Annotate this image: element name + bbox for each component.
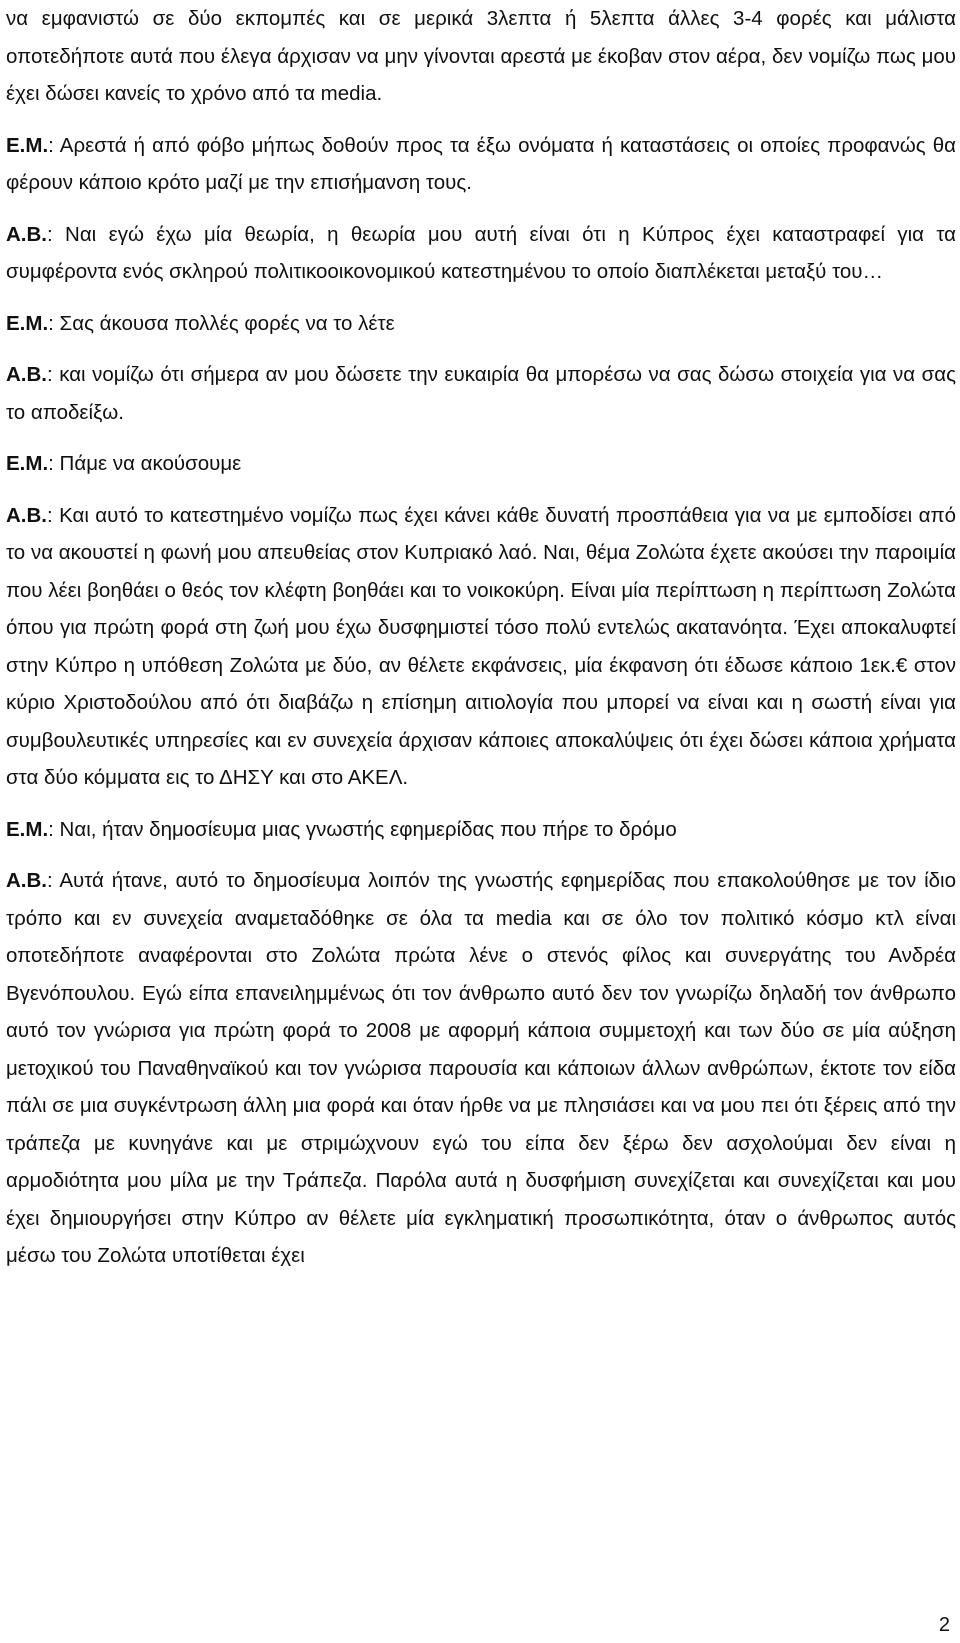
speaker-label: Ε.Μ.: [6, 311, 49, 335]
paragraph-text: : Πάμε να ακούσουμε: [48, 452, 242, 475]
paragraph-ab: [6, 862, 956, 1275]
paragraph-text: : Αυτά ήτανε, αυτό το δημοσίευμα λοιπόν της γνωστής εφημερίδας που επακολούθησε με τον ίδιο τρόπο και εν συνεχεία αναμεταδόθηκε σε όλα τα media και σε όλο τον πολιτικό κόσμο κτλ είναι οποτεδήποτε αναφέρονται στο Ζολώτα πρώτα λένε ο στενός φίλος και συνεργάτης του Ανδρέα Βγενόπουλου. Εγώ είπα επανειλημμένως ότι τον άνθρωπο αυτό δεν τον γνωρίζω δηλαδή τον άνθρωπο αυτό τον γνώρισα για πρώτη φορά το 2008 με αφορμή κάποια συμμετοχή και των δύο σε μία αύξηση μετοχικού του Παναθηναϊκού και τον γνώρισα παρουσία και κάποιων άλλων ανθρώπων, έκτοτε τον είδα πάλι σε μια συγκέντρωση άλλη μια φορά και όταν ήρθε να με πλησιάσει και να μου πει ότι ξέρεις από την τράπεζα με κυνηγάνε και με στριμώχνουν εγώ του είπα δεν ξέρω δεν ασχολούμαι δεν είναι η αρμοδιότητα μου μίλα με την Τράπεζα. Παρόλα αυτά η δυσφήμιση συνεχίζεται και συνεχίζεται και μου έχει δημιουργήσει στην Κύπρο αν θέλετε μία εγκληματική προσωπικότητα, όταν ο άνθρωπος αυτός μέσω του Ζολώτα υποτίθεται έχει: [6, 869, 956, 1267]
speaker-label: Ε.Μ.: [6, 133, 49, 157]
paragraph-em: [6, 811, 956, 849]
paragraph-continuation: [6, 0, 956, 113]
speaker-label: Α.Β.: [6, 869, 47, 892]
speaker-label: Ε.Μ.: [6, 452, 49, 475]
paragraph-text: : Αρεστά ή από φόβο μήπως δοθούν προς τα έξω ονόματα ή καταστάσεις οι οποίες προφανώς θα φέρουν κάποιο κρότο μαζί με την επισήμανση τους.: [6, 133, 956, 194]
transcript-body: [6, 0, 956, 1289]
speaker-label: Α.Β.: [6, 363, 47, 386]
paragraph-em: [6, 445, 956, 483]
speaker-label: Α.Β.: [6, 503, 47, 527]
paragraph-ab: [6, 356, 956, 431]
paragraph-ab: [6, 216, 956, 291]
paragraph-em: [6, 305, 956, 343]
paragraph-text: : Σας άκουσα πολλές φορές να το λέτε: [48, 311, 395, 335]
paragraph-text: : και νομίζω ότι σήμερα αν μου δώσετε την ευκαιρία θα μπορέσω να σας δώσω στοιχεία για να σας το αποδείξω.: [6, 363, 956, 424]
paragraph-text: : Ναι εγώ έχω μία θεωρία, η θεωρία μου αυτή είναι ότι η Κύπρος έχει καταστραφεί για τα συμφέροντα ενός σκληρού πολιτικοοικονομικού κατεστημένου το οποίο διαπλέκεται μεταξύ του…: [6, 222, 956, 283]
speaker-label: Α.Β.: [6, 222, 47, 246]
paragraph-text: να εμφανιστώ σε δύο εκπομπές και σε μερικά 3λεπτα ή 5λεπτα άλλες 3-4 φορές και μάλιστα οποτεδήποτε αυτά που έλεγα άρχισαν να μην γίνονται αρεστά με έκοβαν στον αέρα, δεν νομίζω πως μου έχει δώσει κανείς το χρόνο από τα media.: [6, 7, 956, 105]
speaker-label: Ε.Μ.: [6, 817, 49, 841]
paragraph-em: [6, 127, 956, 202]
paragraph-text: : Ναι, ήταν δημοσίευμα μιας γνωστής εφημερίδας που πήρε το δρόμο: [48, 817, 677, 841]
paragraph-text: : Και αυτό το κατεστημένο νομίζω πως έχει κάνει κάθε δυνατή προσπάθεια για να με εμποδίσει από το να ακουστεί η φωνή μου απευθείας στον Κυπριακό λαό. Ναι, θέμα Ζολώτα έχετε ακούσει την παροιμία που λέει βοηθάει ο θεός τον κλέφτη βοηθάει και το νοικοκύρη. Είναι μία περίπτωση η περίπτωση Ζολώτα όπου για πρώτη φορά στη ζωή μου έχω δυσφημιστεί τόσο πολύ εντελώς ακατανόητα. Έχει αποκαλυφτεί στην Κύπρο η υπόθεση Ζολώτα με δύο, αν θέλετε εκφάνσεις, μία έκφανση ότι έδωσε κάποιο 1εκ.€ στον κύριο Χριστοδούλου από ότι διαβάζω η επίσημη αιτιολογία που μπορεί να είναι και η σωστή είναι για συμβουλευτικές υπηρεσίες και εν συνεχεία άρχισαν κάποιες αποκαλύψεις ότι έχει δώσει κάποια χρήματα στα δύο κόμματα εις το ΔΗΣΥ και στο ΑΚΕΛ.: [6, 503, 956, 789]
paragraph-ab: [6, 497, 956, 797]
page-number: 2: [938, 1614, 950, 1636]
